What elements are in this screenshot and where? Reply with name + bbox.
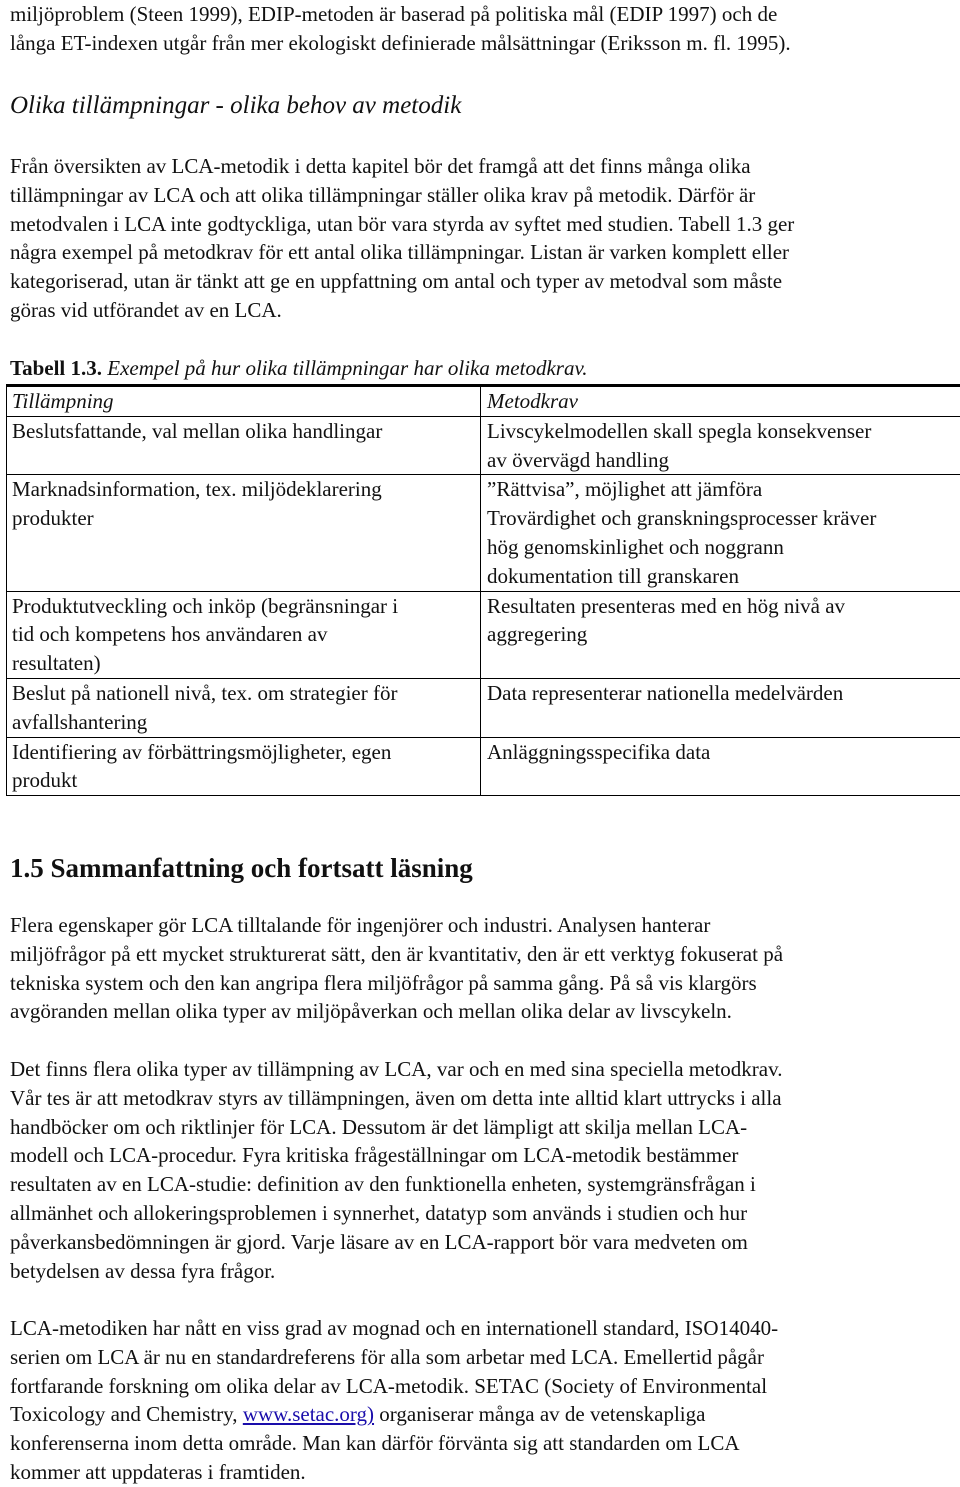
text-line: metodvalen i LCA inte godtyckliga, utan bör vara styrda av syftet med studien. Tabell 1.3 ger bbox=[10, 210, 955, 239]
text-line: Det finns flera olika typer av tillämpning av LCA, var och en med sina speciella metodkrav. bbox=[10, 1055, 955, 1084]
cell-line: Identifiering av förbättringsmöjligheter, egen bbox=[12, 738, 480, 767]
text-line: några exempel på metodkrav för ett antal olika tillämpningar. Listan är varken komplett eller bbox=[10, 238, 955, 267]
intro-paragraph bbox=[10, 0, 955, 58]
text-line: Från översikten av LCA-metodik i detta kapitel bör det framgå att det finns många olika bbox=[10, 152, 955, 181]
methods-table bbox=[6, 384, 960, 796]
text-line: konferenserna inom detta område. Man kan därför förvänta sig att standarden om LCA bbox=[10, 1429, 955, 1458]
paragraph-methodology bbox=[10, 152, 955, 325]
text-line: tekniska system och den kan angripa flera miljöfrågor på samma gång. På så vis klargörs bbox=[10, 969, 955, 998]
table-row bbox=[7, 475, 960, 591]
cell-line: av övervägd handling bbox=[487, 446, 960, 475]
cell-line: Anläggningsspecifika data bbox=[487, 738, 960, 767]
text-line: kommer att uppdateras i framtiden. bbox=[10, 1458, 955, 1487]
text-span: Toxicology and Chemistry, bbox=[10, 1402, 243, 1426]
table-cell-application bbox=[7, 678, 481, 737]
cell-line: Marknadsinformation, tex. miljödeklarering bbox=[12, 475, 480, 504]
text-line: allmänhet och allokeringsproblemen i synnerhet, datatyp som används i studien och hur bbox=[10, 1199, 955, 1228]
paragraph-standards bbox=[10, 1314, 955, 1487]
text-line: handböcker om och riktlinjer för LCA. Dessutom är det lämpligt att skilja mellan LCA- bbox=[10, 1113, 955, 1142]
text-line: avgöranden mellan olika typer av miljöpåverkan och mellan olika delar av livscykeln. bbox=[10, 997, 955, 1026]
text-line: Flera egenskaper gör LCA tilltalande för ingenjörer och industri. Analysen hanterar bbox=[10, 911, 955, 940]
table-row bbox=[7, 737, 960, 796]
table-cell-requirement bbox=[481, 591, 960, 678]
cell-line: Produktutveckling och inköp (begränsningar i bbox=[12, 592, 480, 621]
cell-line: avfallshantering bbox=[12, 708, 480, 737]
text-line: serien om LCA är nu en standardreferens för alla som arbetar med LCA. Emellertid pågår bbox=[10, 1343, 955, 1372]
text-line: miljöproblem (Steen 1999), EDIP-metoden är baserad på politiska mål (EDIP 1997) och de bbox=[10, 0, 955, 29]
chapter-heading: 1.5 Sammanfattning och fortsatt läsning bbox=[10, 852, 473, 884]
table-row bbox=[7, 591, 960, 678]
cell-line: produkter bbox=[12, 504, 480, 533]
cell-line: produkt bbox=[12, 766, 480, 795]
table-cell-requirement bbox=[481, 737, 960, 796]
text-line: långa ET-indexen utgår från mer ekologiskt definierade målsättningar (Eriksson m. fl. 1995). bbox=[10, 29, 955, 58]
cell-line: Data representerar nationella medelvärden bbox=[487, 679, 960, 708]
paragraph-summary bbox=[10, 911, 955, 1026]
table-cell-application bbox=[7, 737, 481, 796]
table-cell-requirement bbox=[481, 678, 960, 737]
text-line: LCA-metodiken har nått en viss grad av mognad och en internationell standard, ISO14040- bbox=[10, 1314, 955, 1343]
table-cell-application bbox=[7, 475, 481, 591]
cell-line: hög genomskinlighet och noggrann bbox=[487, 533, 960, 562]
text-span: organiserar många av de vetenskapliga bbox=[374, 1402, 705, 1426]
setac-link[interactable]: www.setac.org) bbox=[243, 1402, 374, 1426]
table-header-row bbox=[7, 386, 960, 417]
table-cell-application bbox=[7, 416, 481, 475]
text-line: påverkansbedömningen är gjord. Varje läsare av en LCA-rapport bör vara medveten om bbox=[10, 1228, 955, 1257]
paragraph-application-types bbox=[10, 1055, 955, 1285]
cell-line: Beslutsfattande, val mellan olika handlingar bbox=[12, 417, 480, 446]
text-line: miljöfrågor på ett mycket strukturerat sätt, den är kvantitativ, den är ett verktyg fokuserat på bbox=[10, 940, 955, 969]
header-cell-application: Tillämpning bbox=[7, 386, 481, 417]
text-line: betydelsen av dessa fyra frågor. bbox=[10, 1257, 955, 1286]
cell-line: Beslut på nationell nivå, tex. om strategier för bbox=[12, 679, 480, 708]
cell-line: Livscykelmodellen skall spegla konsekvenser bbox=[487, 417, 960, 446]
text-line: resultaten av en LCA-studie: definition av den funktionella enheten, systemgränsfrågan i bbox=[10, 1170, 955, 1199]
table-caption-text: Exempel på hur olika tillämpningar har olika metodkrav. bbox=[102, 356, 587, 380]
cell-line: ”Rättvisa”, möjlighet att jämföra bbox=[487, 475, 960, 504]
table-cell-application bbox=[7, 591, 481, 678]
table-caption bbox=[10, 354, 955, 383]
table-cell-requirement bbox=[481, 475, 960, 591]
table-row bbox=[7, 416, 960, 475]
text-line bbox=[10, 1400, 955, 1429]
header-cell-requirements: Metodkrav bbox=[481, 386, 960, 417]
cell-line: Trovärdighet och granskningsprocesser kräver bbox=[487, 504, 960, 533]
text-line: modell och LCA-procedur. Fyra kritiska frågeställningar om LCA-metodik bestämmer bbox=[10, 1141, 955, 1170]
cell-line: Resultaten presenteras med en hög nivå av bbox=[487, 592, 960, 621]
cell-line: aggregering bbox=[487, 620, 960, 649]
cell-line: tid och kompetens hos användaren av bbox=[12, 620, 480, 649]
text-line: tillämpningar av LCA och att olika tillämpningar ställer olika krav på metodik. Därför är bbox=[10, 181, 955, 210]
cell-line: dokumentation till granskaren bbox=[487, 562, 960, 591]
table-caption-label: Tabell 1.3. bbox=[10, 356, 102, 380]
cell-line: resultaten) bbox=[12, 649, 480, 678]
text-line: göras vid utförandet av en LCA. bbox=[10, 296, 955, 325]
text-line: Vår tes är att metodkrav styrs av tillämpningen, även om detta inte alltid klart uttrycks i alla bbox=[10, 1084, 955, 1113]
text-line: fortfarande forskning om olika delar av LCA-metodik. SETAC (Society of Environmental bbox=[10, 1372, 955, 1401]
table-row bbox=[7, 678, 960, 737]
table-cell-requirement bbox=[481, 416, 960, 475]
text-line: kategoriserad, utan är tänkt att ge en uppfattning om antal och typer av metodval som måste bbox=[10, 267, 955, 296]
section-heading: Olika tillämpningar - olika behov av metodik bbox=[10, 90, 461, 122]
